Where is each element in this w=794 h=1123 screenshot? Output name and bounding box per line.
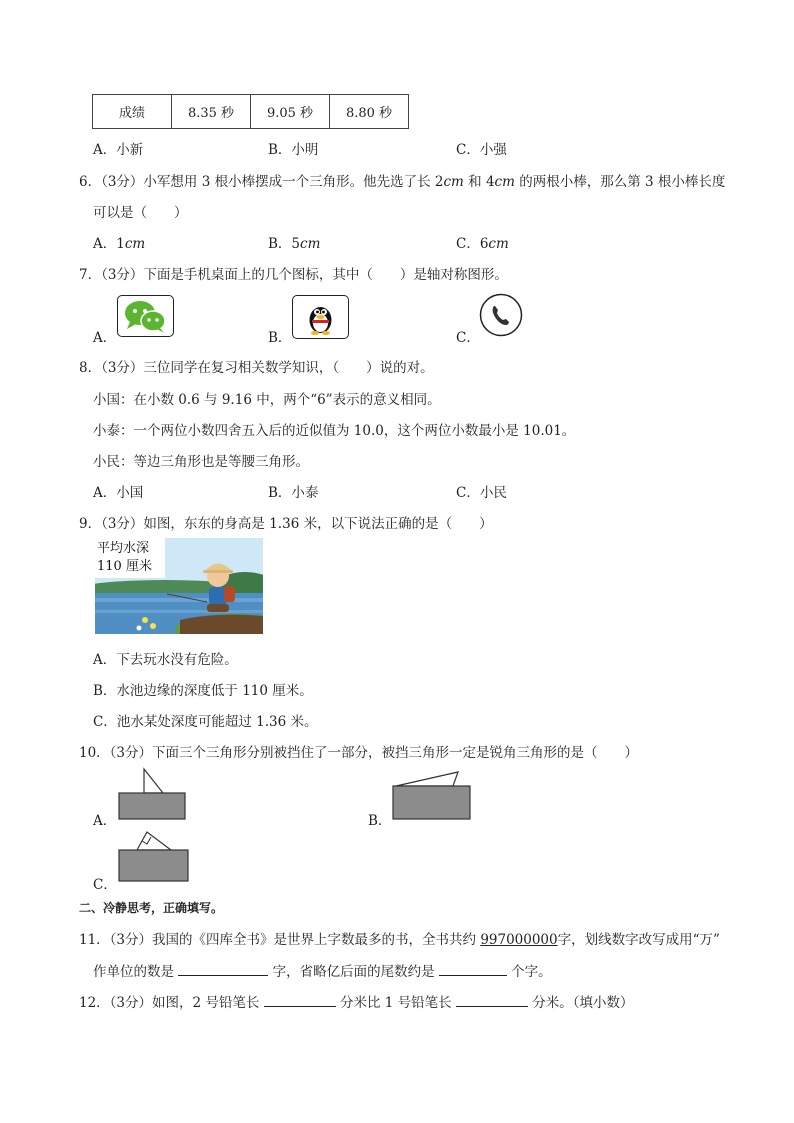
q5-option-b[interactable]: B．小明 (268, 142, 319, 158)
q10-label-b[interactable]: B． (368, 813, 392, 829)
answer-blank-3[interactable] (264, 992, 336, 1007)
q10-label-c[interactable]: C． (93, 877, 117, 893)
q11-text: 字，划线数字改写成用“万” (557, 932, 720, 948)
table-cell: 8.80 秒 (330, 95, 409, 129)
water-depth-sign (97, 540, 152, 576)
q9-stem: 9．（3分）如图，东东的身高是 1.36 米，以下说法正确的是（ ） (79, 516, 493, 532)
qq-penguin-icon (292, 295, 349, 339)
table-row (93, 95, 409, 129)
q12-stem (79, 991, 634, 1011)
section-title: 二、冷静思考，正确填写。 (79, 901, 224, 915)
q8-statement-2: 小泰：一个两位小数四舍五入后的近似值为 10.0，这个两位小数最小是 10.01。 (93, 423, 576, 439)
table-header-cell: 成绩 (93, 95, 172, 129)
q6-option-a-label: A．1 (93, 236, 125, 252)
q7-label-a[interactable]: A． (93, 330, 117, 346)
triangle-figure-c (117, 828, 191, 884)
q6-text: 的两根小棒，那么第 3 根小棒长度 (514, 174, 726, 190)
q6-unit1: cm (443, 174, 464, 190)
q7-label-c[interactable]: C． (456, 330, 480, 346)
triangle-figure-b (391, 770, 473, 822)
q6-stem (79, 170, 725, 190)
answer-blank-4[interactable] (456, 992, 528, 1007)
q8-option-b[interactable]: B．小泰 (268, 485, 319, 501)
answer-blank-2[interactable] (439, 961, 507, 976)
q5-option-a[interactable]: A．小新 (93, 142, 144, 158)
q10-stem: 10．（3分）下面三个三角形分别被挡住了一部分，被挡三角形一定是锐角三角形的是（ ） (79, 745, 639, 761)
table-cell: 9.05 秒 (251, 95, 330, 129)
q6-value2: 4 (485, 174, 495, 190)
underlined-number: 997000000 (480, 932, 558, 948)
q11-text: 个字。 (506, 964, 552, 980)
lake-boy-illustration (95, 538, 263, 634)
unit-cm: cm (488, 236, 509, 252)
q11-stem (79, 928, 720, 948)
q8-option-c[interactable]: C．小民 (456, 485, 507, 501)
q7-stem: 7．（3分）下面是手机桌面上的几个图标，其中（ ）是轴对称图形。 (79, 267, 508, 283)
q12-text: 分米比 1 号铅笔长 (335, 995, 456, 1011)
q11-text: 字，省略亿后面的尾数约是 (268, 964, 439, 980)
q12-text: 分米。（填小数） (527, 995, 634, 1011)
q6-stem-line2: 可以是（ ） (93, 205, 188, 221)
q6-option-b[interactable] (268, 232, 320, 252)
q9-option-b[interactable]: B．水池边缘的深度低于 110 厘米。 (93, 683, 313, 699)
q8-option-a[interactable]: A．小国 (93, 485, 144, 501)
q5-option-c[interactable]: C．小强 (456, 142, 507, 158)
unit-cm: cm (124, 236, 146, 252)
unit-cm: cm (300, 236, 321, 252)
q11-line2 (93, 960, 552, 980)
phone-icon (479, 293, 523, 337)
q11-text: 11．（3分）我国的《四库全书》是世界上字数最多的书，全书共约 (79, 932, 481, 948)
sign-line-2: 110 厘米 (97, 559, 152, 574)
q11-text: 作单位的数是 (93, 964, 179, 980)
table-cell: 8.35 秒 (172, 95, 251, 129)
q8-stem: 8．（3分）三位同学在复习相关数学知识，（ ）说的对。 (79, 360, 434, 376)
triangle-figure-a (117, 766, 187, 821)
q6-option-c-label: C．6 (456, 236, 489, 252)
sign-line-1: 平均水深 (97, 541, 150, 556)
q6-text: 和 (463, 174, 486, 190)
q8-statement-3: 小民：等边三角形也是等腰三角形。 (93, 454, 309, 470)
score-table (92, 94, 409, 129)
q6-text: 6．（3分）小军想用 3 根小棒摆成一个三角形。他先选了长 (79, 174, 435, 190)
q6-option-b-label: B．5 (268, 236, 301, 252)
q6-option-c[interactable] (456, 232, 509, 252)
q6-unit2: cm (494, 174, 515, 190)
q10-label-a[interactable]: A． (93, 813, 117, 829)
q9-option-c[interactable]: C．池水某处深度可能超过 1.36 米。 (93, 714, 318, 730)
wechat-icon (117, 295, 174, 337)
q9-option-a[interactable]: A．下去玩水没有危险。 (93, 652, 238, 668)
q8-statement-1: 小国：在小数 0.6 与 9.16 中，两个“6”表示的意义相同。 (93, 392, 441, 408)
answer-blank-1[interactable] (178, 961, 268, 976)
q12-text: 12．（3分）如图，2 号铅笔长 (79, 995, 264, 1011)
q7-label-b[interactable]: B． (268, 330, 292, 346)
q6-value1: 2 (434, 174, 444, 190)
q6-option-a[interactable] (93, 232, 145, 252)
